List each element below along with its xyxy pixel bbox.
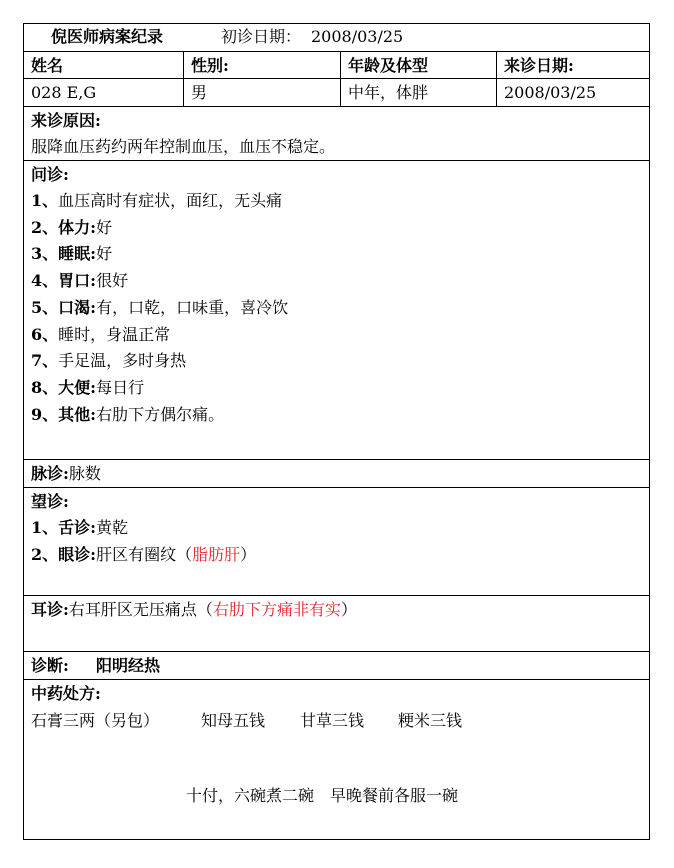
inquiry-item-value: 右肋下方偶尔痛。 [96,404,225,424]
visit-date-header-cell [497,52,649,78]
inquiry-label: 问诊: [31,165,69,184]
inquiry-item [31,378,144,398]
ear-close-paren: ） [340,600,357,619]
age-header: 年龄及体型 [348,56,429,75]
visit-reason-section [24,107,649,161]
patient-age-build: 中年，体胖 [348,83,429,102]
herb-2: 知母五钱 [201,711,266,730]
gender-header: 性别: [191,56,229,75]
inquiry-item-value: 有，口乾，口味重，喜冷饮 [96,297,289,317]
inquiry-item-key: 其他: [58,404,97,424]
first-visit-label: 初诊日期： [221,27,302,46]
inquiry-item-value: 每日行 [96,377,145,397]
inquiry-item-key: 大便: [58,377,97,397]
name-header-cell [24,52,184,78]
inquiry-item-value: 血压高时有症状，面红，无头痛 [58,191,283,210]
ear-line [31,600,357,620]
diagnosis-label: 诊断: [31,656,69,675]
inquiry-item [31,405,224,425]
herb-3: 甘草三钱 [300,711,365,730]
visit-date-header: 来诊日期: [504,56,574,75]
inquiry-item-number: 4、 [31,271,59,291]
ear-section [24,596,649,652]
pulse-value: 脉数 [68,464,101,483]
inquiry-item-number: 1、 [31,191,59,210]
inquiry-item-key: 睡眠: [58,244,97,264]
visit-date: 2008/03/25 [504,83,597,102]
gender-value-cell [184,79,341,106]
inquiry-item-key: 体力: [58,217,97,237]
ear-label: 耳诊: [31,600,69,619]
herb-4: 粳米三钱 [398,711,463,730]
inquiry-item-number: 7、 [31,351,59,371]
inquiry-item-number: 2、 [31,217,59,237]
info-value-row [24,79,649,107]
visit-reason-text: 服降血压药约两年控制血压，血压不稳定。 [31,137,336,156]
pulse-label: 脉诊: [31,464,69,483]
inquiry-item-key: 口渴: [58,297,97,317]
tongue-value: 黄乾 [96,518,129,537]
prescription-section [24,680,649,839]
age-header-cell [341,52,497,78]
inquiry-item [31,191,282,211]
record-title: 倪医师病案纪录 [51,27,164,46]
inquiry-section [24,161,649,460]
inquiry-item-key: 胃口: [58,271,97,291]
inquiry-item [31,351,186,371]
inquiry-item-number: 8、 [31,377,59,397]
record-header [24,24,649,52]
name-header: 姓名 [31,56,64,75]
inquiry-item [31,298,288,318]
inquiry-item-value: 好 [96,217,113,237]
first-visit-date: 2008/03/25 [311,27,404,46]
medical-record-sheet [23,23,650,840]
inquiry-item-value: 好 [96,244,113,264]
eye-num: 2、 [31,545,59,564]
diagnosis-value: 阳明经热 [96,656,161,675]
inquiry-item-number: 6、 [31,324,59,344]
patient-gender: 男 [191,83,208,102]
visit-reason-label: 来诊原因: [31,111,101,130]
ear-finding-highlight: 右肋下方痛非有实 [212,600,341,619]
inquiry-item-value: 手足温，多时身热 [58,351,187,371]
inquiry-item-value: 很好 [96,271,129,291]
info-header-row [24,52,649,79]
patient-name: 028 E,G [31,83,97,102]
eye-finding-highlight: 脂肪肝 [192,545,241,564]
herb-1: 石膏三两（另包） [31,711,160,730]
eye-key: 眼诊: [58,545,97,564]
eye-value: 肝区有圈纹（ [96,545,193,564]
inquiry-item-number: 5、 [31,297,59,317]
eye-close-paren: ） [240,545,257,564]
pulse-section [24,460,649,488]
inquiry-item-number: 3、 [31,244,59,264]
tongue-key: 舌诊: [58,518,97,537]
name-value-cell [24,79,184,106]
age-value-cell [341,79,497,106]
observation-section [24,488,649,596]
prescription-instructions: 十付，六碗煮二碗 早晚餐前各服一碗 [186,786,459,805]
observation-label: 望诊: [31,492,69,511]
visit-date-value-cell [497,79,649,106]
inquiry-item-number: 9、 [31,404,59,424]
inquiry-item-value: 睡时，身温正常 [58,324,171,344]
inquiry-item [31,325,170,345]
tongue-num: 1、 [31,518,59,537]
inquiry-item [31,218,112,238]
pulse-line [31,464,101,484]
eye-line [31,545,256,565]
tongue-line [31,518,128,538]
gender-header-cell [184,52,341,78]
prescription-label: 中药处方: [31,684,101,703]
inquiry-item [31,244,112,264]
ear-value: 右耳肝区无压痛点（ [68,600,213,619]
inquiry-item [31,271,128,291]
diagnosis-section [24,652,649,680]
